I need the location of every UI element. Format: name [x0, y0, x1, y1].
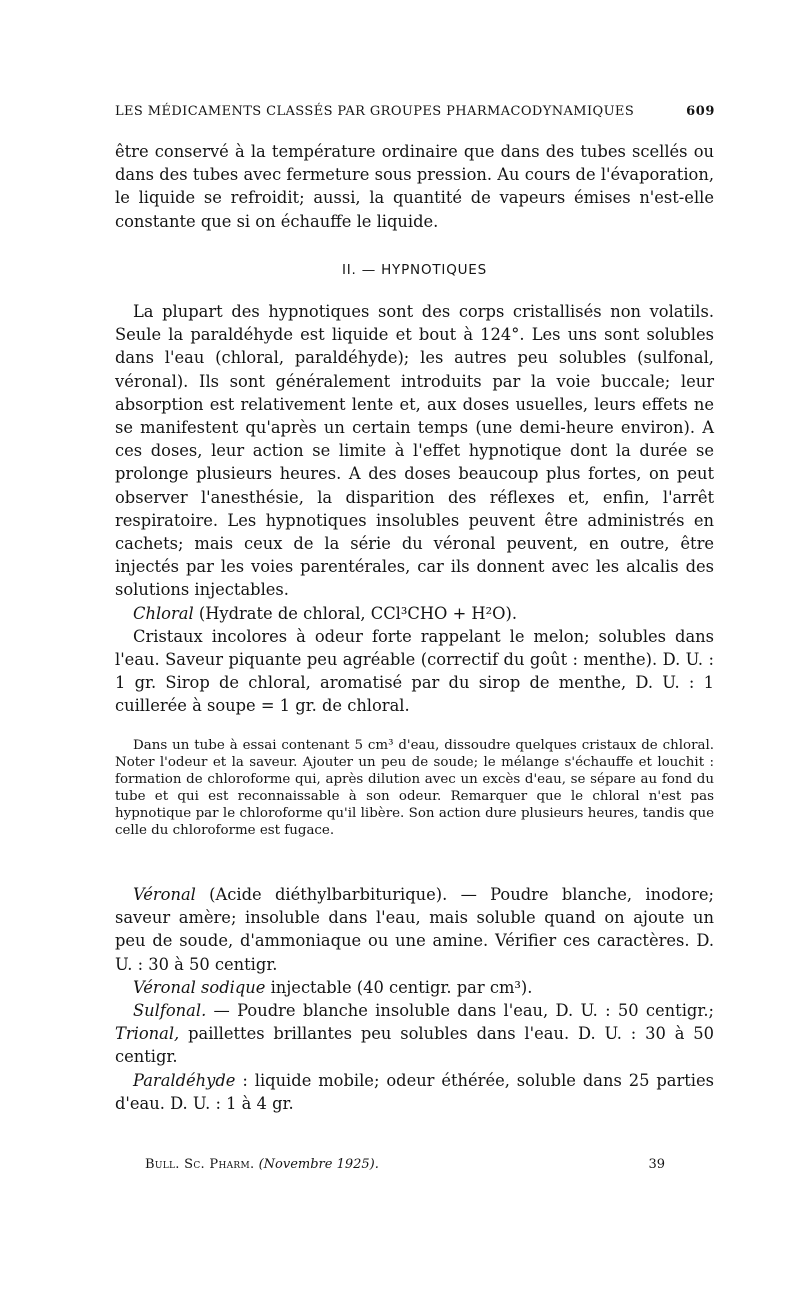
- chloral-name: Chloral: [133, 603, 194, 623]
- hypnotics-block: [115, 300, 714, 718]
- chloral-description: Cristaux incolores à odeur forte rappelant le melon; solubles dans l'eau. Saveur piquante peu agréable (correctif du goût : menthe). D. U. : 1 gr. Sirop de chloral, aromatisé par du sirop de menthe, D. U. : 1 cuillerée à soupe = 1 gr. de chloral.: [115, 626, 714, 716]
- running-header: [115, 104, 715, 119]
- page-footer: [145, 1157, 665, 1172]
- chloral-test-note: Dans un tube à essai contenant 5 cm³ d'eau, dissoudre quelques cristaux de chloral. Noter l'odeur et la saveur. Ajouter un peu de soude; le mélange s'échauffe et louchit : formation de chloroforme qui, après dilution avec un excès d'eau, se sépare au fond du tube et qui est reconnaissable à son odeur. Remarquer que le chloral n'est pas hypnotique par le chloroforme qu'il libère. Son action dure plusieurs heures, tandis que celle du chloroforme est fugace.: [115, 738, 714, 839]
- veronal-sodique-text: injectable (40 centigr. par cm³).: [265, 977, 533, 997]
- veronal-sodique-name: Véronal sodique: [133, 977, 266, 997]
- footer-citation: [145, 1157, 379, 1172]
- running-title: LES MÉDICAMENTS CLASSÉS PAR GROUPES PHARMACODYNAMIQUES: [115, 104, 635, 119]
- sulfonal-trional-paragraph: [115, 999, 714, 1069]
- veronal-text: (Acide diéthylbarbiturique). — Poudre blanche, inodore; saveur amère; insoluble dans l'eau, mais soluble quand on ajoute un peu de soude, d'ammoniaque ou une amine. Vérifier ces caractères. D. U. : 30 à 50 centigr.: [115, 885, 714, 974]
- trional-text: paillettes brillantes peu solubles dans l'eau. D. U. : 30 à 50 centigr.: [115, 1024, 714, 1067]
- section-title: II. — HYPNOTIQUES: [341, 262, 488, 278]
- issue-date: (Novembre 1925).: [258, 1157, 379, 1172]
- chloral-heading: [115, 602, 714, 625]
- page-number: 609: [686, 104, 715, 119]
- sulfonal-text: — Poudre blanche insoluble dans l'eau, D. U. : 50 centigr.;: [206, 1001, 714, 1021]
- drugs-block: [115, 883, 714, 1115]
- paraldehyde-name: Paraldéhyde: [133, 1070, 236, 1090]
- veronal-paragraph: [115, 883, 714, 976]
- journal-name: Bull. Sc. Pharm.: [145, 1157, 255, 1172]
- sheet-number: 39: [648, 1157, 665, 1172]
- paraldehyde-paragraph: [115, 1069, 714, 1115]
- hypnotics-paragraph: La plupart des hypnotiques sont des corps cristallisés non volatils. Seule la paraldéhyde est liquide et bout à 124°. Les uns sont solubles dans l'eau (chloral, paraldéhyde); les autres peu solubles (sulfonal, véronal). Ils sont généralement introduits par la voie buccale; leur absorption est relativement lente et, aux doses usuelles, leurs effets ne se manifestent qu'après un certain temps (une demi-heure environ). A ces doses, leur action se limite à l'effet hypnotique dont la durée se prolonge plusieurs heures. A des doses beaucoup plus fortes, on peut observer l'anesthésie, la disparition des réflexes et, enfin, l'arrêt respiratoire. Les hypnotiques insolubles peuvent être administrés en cachets; mais ceux de la série du véronal peuvent, en outre, être injectés par les voies parentérales, car ils donnent avec les alcalis des solutions injectables.: [115, 302, 714, 600]
- sulfonal-name: Sulfonal.: [133, 1001, 207, 1021]
- veronal-name: Véronal: [133, 885, 196, 904]
- intro-paragraph-block: [115, 140, 714, 233]
- chloral-formula: (Hydrate de chloral, CCl³CHO + H²O).: [198, 603, 517, 623]
- intro-paragraph: être conservé à la température ordinaire que dans des tubes scellés ou dans des tubes avec fermeture sous pression. Au cours de l'évaporation, le liquide se refroidit; aussi, la quantité de vapeurs émises n'est-elle constante que si on échauffe le liquide.: [115, 142, 714, 231]
- trional-name: Trional,: [115, 1024, 180, 1044]
- paraldehyde-text: : liquide mobile; odeur éthérée, soluble dans 25 parties d'eau. D. U. : 1 à 4 gr.: [115, 1070, 714, 1113]
- veronal-sodique-paragraph: [115, 976, 714, 999]
